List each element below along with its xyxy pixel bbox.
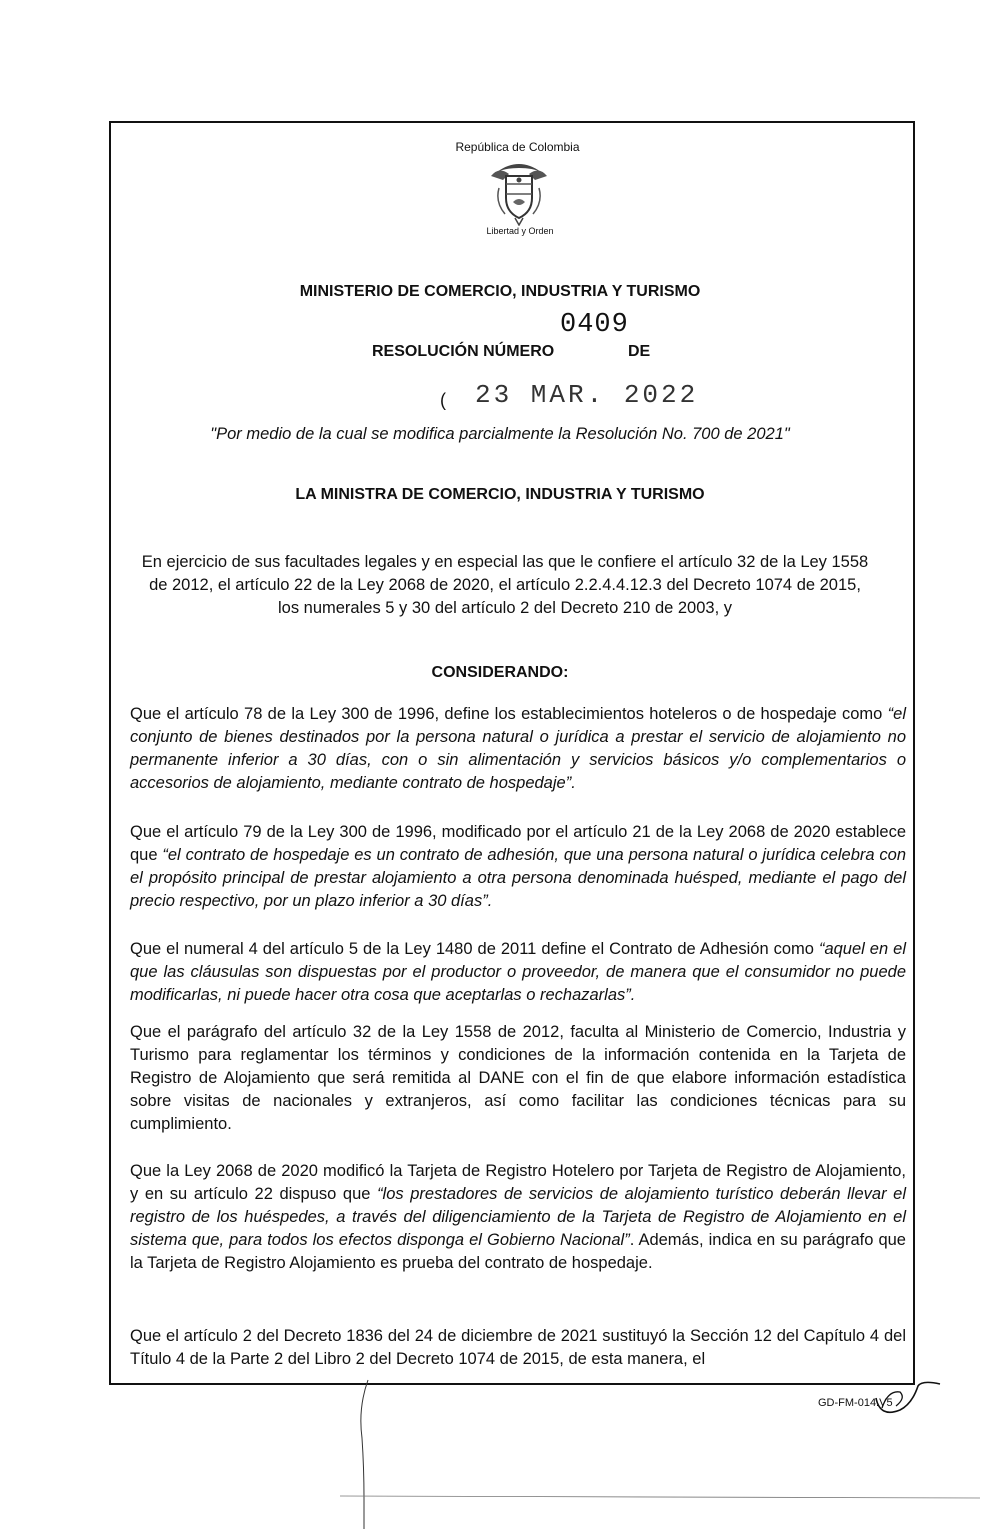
paragraph-text: Que el artículo 78 de la Ley 300 de 1996, define los establecimientos hoteleros o de hospedaje como (130, 705, 888, 723)
country-name: República de Colombia (455, 140, 580, 154)
considerando-paragraph-2 (130, 821, 906, 913)
resolution-subtitle: "Por medio de la cual se modifica parcialmente la Resolución No. 700 de 2021" (210, 425, 790, 443)
form-code-text: GD-FM-014. (818, 1397, 880, 1409)
resolution-de-label: DE (628, 343, 651, 360)
considerando-paragraph-5 (130, 1160, 906, 1275)
considerando-paragraph-4: Que el parágrafo del artículo 32 de la Ley 1558 de 2012, faculta al Ministerio de Comercio, Industria y Turismo para reglamentar los términos y condiciones de la información contenida en la Tarjeta de Registro de Alojamiento que será remitida al DANE con el fin de que elabore información estadística sobre visitas de nacionales y extranjeros, así como facilitar las condiciones técnicas para su cumplimiento. (130, 1023, 906, 1133)
date-stamp: 23 MAR. 2022 (475, 380, 699, 410)
paragraph-text: Que el artículo 79 de la Ley 300 de 1996, modificado por el artículo 21 de la Ley 2068 de 2020 establece que (130, 823, 906, 864)
country-motto: Libertad y Orden (486, 226, 554, 236)
form-version: V5 (879, 1397, 893, 1409)
paragraph-quote: “los prestadores de servicios de alojamiento turístico deberán llevar el registro de los huéspedes, a través del diligenciamiento de la Tarjeta de Registro de Alojamiento en el sistema que, para todos los efectos disponga el Gobierno Nacional” (130, 1185, 906, 1249)
coat-of-arms-seal (489, 158, 549, 226)
handwritten-marks (340, 1378, 980, 1529)
paragraph-quote: “el conjunto de bienes destinados por la persona natural o jurídica a prestar el servicio de alojamiento no permanente inferior a 30 días, con o sin alimentación y servicios básicos y/o complementarios o accesorios de alojamiento, mediante contrato de hospedaje”. (130, 705, 906, 792)
signatory-heading: LA MINISTRA DE COMERCIO, INDUSTRIA Y TURISMO (295, 486, 705, 503)
resolution-number: 0409 (560, 310, 629, 340)
considerando-paragraph-3 (130, 938, 906, 1007)
paragraph-text: . Además, indica en su parágrafo que la Tarjeta de Registro Alojamiento es prueba del contrato de hospedaje. (130, 1231, 906, 1272)
paragraph-quote: “aquel en el que las cláusulas son dispuestas por el productor o proveedor, de manera que el consumidor no puede modificarlas, ni puede hacer otra cosa que aceptarlas o rechazarlas”. (130, 940, 906, 1004)
paragraph-quote: “el contrato de hospedaje es un contrato de adhesión, que una persona natural o jurídica celebra con el propósito principal de prestar alojamiento a otra persona denominada huésped, mediante el pago del precio respectivo, por un plazo inferior a 30 días”. (130, 846, 906, 910)
considerando-heading: CONSIDERANDO: (431, 664, 569, 681)
date-open-paren: ( (440, 390, 446, 410)
considerando-paragraph-6: Que el artículo 2 del Decreto 1836 del 24 de diciembre de 2021 sustituyó la Sección 12 del Capítulo 4 del Título 4 de la Parte 2 del Libro 2 del Decreto 1074 de 2015, de esta manera, el (130, 1327, 906, 1368)
resolution-label: RESOLUCIÓN NÚMERO (372, 343, 555, 360)
intro-paragraph: En ejercicio de sus facultades legales y en especial las que le confiere el artículo 32 de la Ley 1558 de 2012, el artículo 22 de la Ley 2068 de 2020, el artículo 2.2.4.4.12.3 del Decreto 1074 de 2015, los numerales 5 y 30 del artículo 2 del Decreto 210 de 2003, y (141, 553, 869, 617)
considerando-paragraph-1 (130, 703, 906, 795)
ministry-heading: MINISTERIO DE COMERCIO, INDUSTRIA Y TURISMO (299, 283, 701, 300)
paragraph-text: Que la Ley 2068 de 2020 modificó la Tarjeta de Registro Hotelero por Tarjeta de Registro de Alojamiento, y en su artículo 22 dispuso que (130, 1162, 906, 1203)
paragraph-text: Que el numeral 4 del artículo 5 de la Ley 1480 de 2011 define el Contrato de Adhesión como (130, 940, 819, 958)
